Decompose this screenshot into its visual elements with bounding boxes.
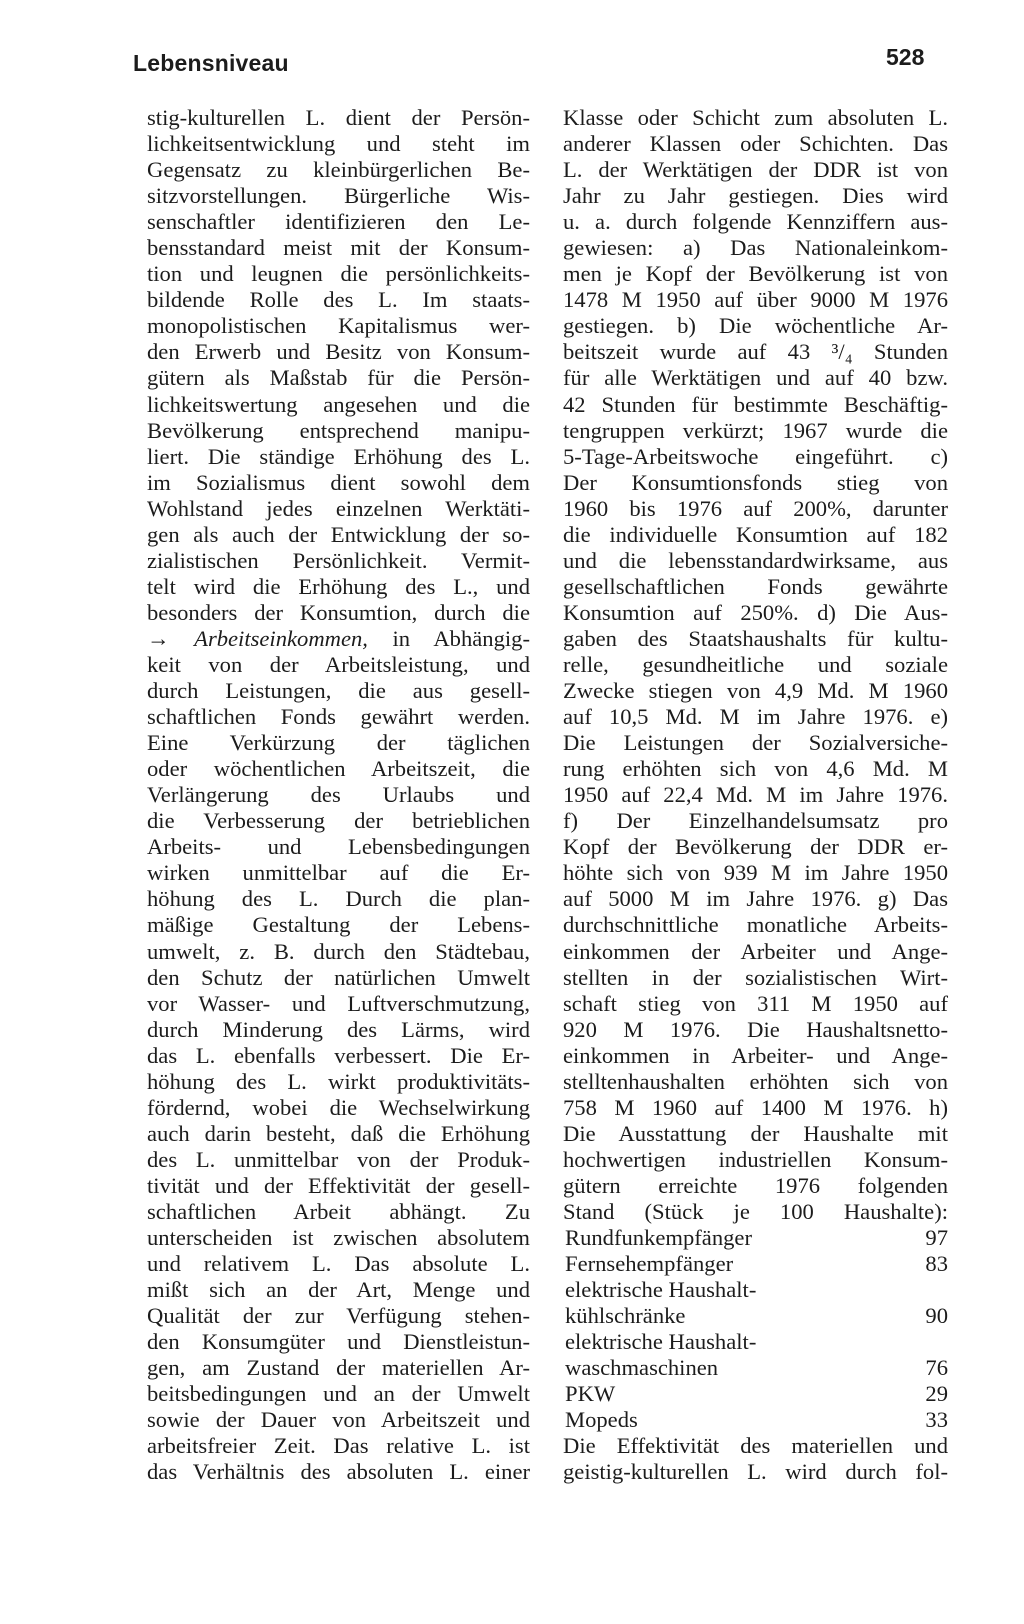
text-line: gaben des Staatshaushalts für kultu- [563, 625, 948, 651]
text-line: und relativem L. Das absolute L. [147, 1251, 530, 1277]
stat-row [563, 1251, 948, 1277]
text-line: Bevölkerung entsprechend manipu- [147, 417, 530, 443]
running-header-title: Lebensniveau [133, 50, 289, 76]
text-line: bensstandard meist mit der Konsum- [147, 235, 530, 261]
text-line: Verlängerung des Urlaubs und [147, 782, 530, 808]
text-line: Stand (Stück je 100 Haushalte): [563, 1198, 948, 1224]
text-line: Zwecke stiegen von 4,9 Md. M 1960 [563, 678, 948, 704]
text-line: hochwertigen industriellen Konsum- [563, 1146, 948, 1172]
text-line: L. der Werktätigen der DDR ist von [563, 157, 948, 183]
text-line: Qualität der zur Verfügung stehen- [147, 1303, 530, 1329]
text-line: monopolistischen Kapitalismus wer- [147, 313, 530, 339]
text-line: höhung des L. Durch die plan- [147, 886, 530, 912]
text-line: des L. unmittelbar von der Produk- [147, 1146, 530, 1172]
stat-value: 83 [925, 1251, 948, 1277]
text-line: im Sozialismus dient sowohl dem [147, 469, 530, 495]
text-line: telt wird die Erhöhung des L., und [147, 573, 530, 599]
text-line: senschaftler identifizieren den Le- [147, 209, 530, 235]
stat-row [563, 1303, 948, 1329]
text-line: stellten in der sozialistischen Wirt- [563, 964, 948, 990]
text-line: f) Der Einzelhandelsumsatz pro [563, 808, 948, 834]
text-line: u. a. durch folgende Kennziffern aus- [563, 209, 948, 235]
text-line: mißt sich an der Art, Menge und [147, 1277, 530, 1303]
text-line: den Erwerb und Besitz von Konsum- [147, 339, 530, 365]
text-line: men je Kopf der Bevölkerung ist von [563, 261, 948, 287]
text-line: einkommen der Arbeiter und Ange- [563, 938, 948, 964]
text-line: bildende Rolle des L. Im staats- [147, 287, 530, 313]
text-line: Konsumtion auf 250%. d) Die Aus- [563, 599, 948, 625]
text-line: auf 10,5 Md. M im Jahre 1976. e) [563, 704, 948, 730]
stat-label: Fernsehempfänger [565, 1251, 734, 1277]
stat-row [563, 1407, 948, 1433]
text-line: stig-kulturellen L. dient der Persön- [147, 105, 530, 130]
text-line: besonders der Konsumtion, durch die [147, 599, 530, 625]
text-line: und die lebensstandardwirksame, aus [563, 547, 948, 573]
stat-row [563, 1277, 948, 1303]
text-line: den Konsumgüter und Dienstleistun- [147, 1329, 530, 1355]
stat-value: 97 [925, 1225, 948, 1251]
text-line: durch Minderung des Lärms, wird [147, 1016, 530, 1042]
text-line: Die Leistungen der Sozialversiche- [563, 730, 948, 756]
text-line: relle, gesundheitliche und soziale [563, 651, 948, 677]
text-line: gen, am Zustand der materiellen Ar- [147, 1355, 530, 1381]
text-line: keit von der Arbeitsleistung, und [147, 651, 530, 677]
text-line: Die Effektivität des materiellen und [563, 1433, 948, 1459]
text-line: 758 M 1960 auf 1400 M 1976. h) [563, 1094, 948, 1120]
text-line: fördernd, wobei die Wechselwirkung [147, 1094, 530, 1120]
cross-reference-link[interactable]: Arbeitseinkommen, [194, 625, 368, 651]
text-line: vor Wasser- und Luftverschmutzung, [147, 990, 530, 1016]
text-line: auch darin besteht, daß die Erhöhung [147, 1120, 530, 1146]
text-line: sitzvorstellungen. Bürgerliche Wis- [147, 183, 530, 209]
text-line: 5-Tage-Arbeitswoche eingeführt. c) [563, 443, 948, 469]
text-line: einkommen in Arbeiter- und Ange- [563, 1042, 948, 1068]
stat-label: elektrische Haushalt- [565, 1277, 757, 1303]
text-line: gestiegen. b) Die wöchentliche Ar- [563, 313, 948, 339]
text-line: Eine Verkürzung der täglichen [147, 730, 530, 756]
text-line: gen als auch der Entwicklung der so- [147, 521, 530, 547]
text-line: liert. Die ständige Erhöhung des L. [147, 443, 530, 469]
page-number: 528 [886, 44, 925, 70]
text-line: mäßige Gestaltung der Lebens- [147, 912, 530, 938]
cross-reference-line [147, 626, 530, 652]
text-line: durch Leistungen, die aus gesell- [147, 678, 530, 704]
text-line: das L. ebenfalls verbessert. Die Er- [147, 1042, 530, 1068]
stat-row [563, 1381, 948, 1407]
text-line: wirken unmittelbar auf die Er- [147, 860, 530, 886]
text-line: Jahr zu Jahr gestiegen. Dies wird [563, 183, 948, 209]
text-line: oder wöchentlichen Arbeitszeit, die [147, 756, 530, 782]
stat-value: 33 [925, 1407, 948, 1433]
text-fragment: in Abhängig- [367, 625, 530, 651]
text-line: für alle Werktätigen und auf 40 bzw. [563, 365, 948, 391]
text-line: unterscheiden ist zwischen absolutem [147, 1225, 530, 1251]
text-line: zialistischen Persönlichkeit. Vermit- [147, 547, 530, 573]
text-line: 42 Stunden für bestimmte Beschäftig- [563, 391, 948, 417]
text-line: geistig-kulturellen L. wird durch fol- [563, 1459, 948, 1485]
stat-label: Mopeds [565, 1407, 638, 1433]
text-line: Arbeits- und Lebensbedingungen [147, 834, 530, 860]
text-line: Wohlstand jedes einzelnen Werktäti- [147, 495, 530, 521]
left-text-column [147, 105, 530, 1485]
text-line: 920 M 1976. Die Haushaltsnetto- [563, 1016, 948, 1042]
stat-row [563, 1225, 948, 1251]
text-line: 1950 auf 22,4 Md. M im Jahre 1976. [563, 782, 948, 808]
text-line: den Schutz der natürlichen Umwelt [147, 964, 530, 990]
text-line: Klasse oder Schicht zum absoluten L. [563, 105, 948, 130]
stat-label: PKW [565, 1381, 616, 1407]
right-text-column [563, 105, 948, 1485]
text-line: lichkeitswertung angesehen und die [147, 391, 530, 417]
text-line: schaftlichen Fonds gewährt werden. [147, 704, 530, 730]
text-line: arbeitsfreier Zeit. Das relative L. ist [147, 1433, 530, 1459]
text-line: durchschnittliche monatliche Arbeits- [563, 912, 948, 938]
text-line: höhung des L. wirkt produktivitäts- [147, 1068, 530, 1094]
stat-label: elektrische Haushalt- [565, 1329, 757, 1355]
stat-label: Rundfunkempfänger [565, 1225, 752, 1251]
arrow-right-icon: → [147, 625, 170, 651]
text-line: Gegensatz zu kleinbürgerlichen Be- [147, 157, 530, 183]
text-line: gesellschaftlichen Fonds gewährte [563, 573, 948, 599]
text-line: 1478 M 1950 auf über 9000 M 1976 [563, 287, 948, 313]
text-line: tengruppen verkürzt; 1967 wurde die [563, 417, 948, 443]
text-line: 1960 bis 1976 auf 200%, darunter [563, 495, 948, 521]
stat-value: 90 [925, 1303, 948, 1329]
text-line: die Verbesserung der betrieblichen [147, 808, 530, 834]
text-line: lichkeitsentwicklung und steht im [147, 131, 530, 157]
text-line: tivität und der Effektivität der gesell- [147, 1172, 530, 1198]
stat-value: 29 [925, 1381, 948, 1407]
text-line: gütern als Maßstab für die Persön- [147, 365, 530, 391]
text-line: sowie der Dauer von Arbeitszeit und [147, 1407, 530, 1433]
stat-label: kühlschränke [565, 1303, 686, 1329]
text-line: beitsbedingungen und an der Umwelt [147, 1381, 530, 1407]
text-line: rung erhöhten sich von 4,6 Md. M [563, 756, 948, 782]
text-line: tion und leugnen die persönlichkeits- [147, 261, 530, 287]
stat-value: 76 [925, 1355, 948, 1381]
text-line: auf 5000 M im Jahre 1976. g) Das [563, 886, 948, 912]
text-line: beitszeit wurde auf 43 ³/₄ Stunden [563, 339, 948, 365]
stat-row [563, 1355, 948, 1381]
text-line: Die Ausstattung der Haushalte mit [563, 1120, 948, 1146]
text-line: stelltenhaushalten erhöhten sich von [563, 1068, 948, 1094]
text-line: schaftlichen Arbeit abhängt. Zu [147, 1198, 530, 1224]
text-line: umwelt, z. B. durch den Städtebau, [147, 938, 530, 964]
text-line: gütern erreichte 1976 folgenden [563, 1172, 948, 1198]
text-line: das Verhältnis des absoluten L. einer [147, 1459, 530, 1485]
stat-label: waschmaschinen [565, 1355, 719, 1381]
text-line: anderer Klassen oder Schichten. Das [563, 131, 948, 157]
text-line: höhte sich von 939 M im Jahre 1950 [563, 860, 948, 886]
stat-row [563, 1329, 948, 1355]
text-line: Kopf der Bevölkerung der DDR er- [563, 834, 948, 860]
text-line: gewiesen: a) Das Nationaleinkom- [563, 235, 948, 261]
text-line: Der Konsumtionsfonds stieg von [563, 469, 948, 495]
text-line: schaft stieg von 311 M 1950 auf [563, 990, 948, 1016]
text-line: die individuelle Konsumtion auf 182 [563, 521, 948, 547]
